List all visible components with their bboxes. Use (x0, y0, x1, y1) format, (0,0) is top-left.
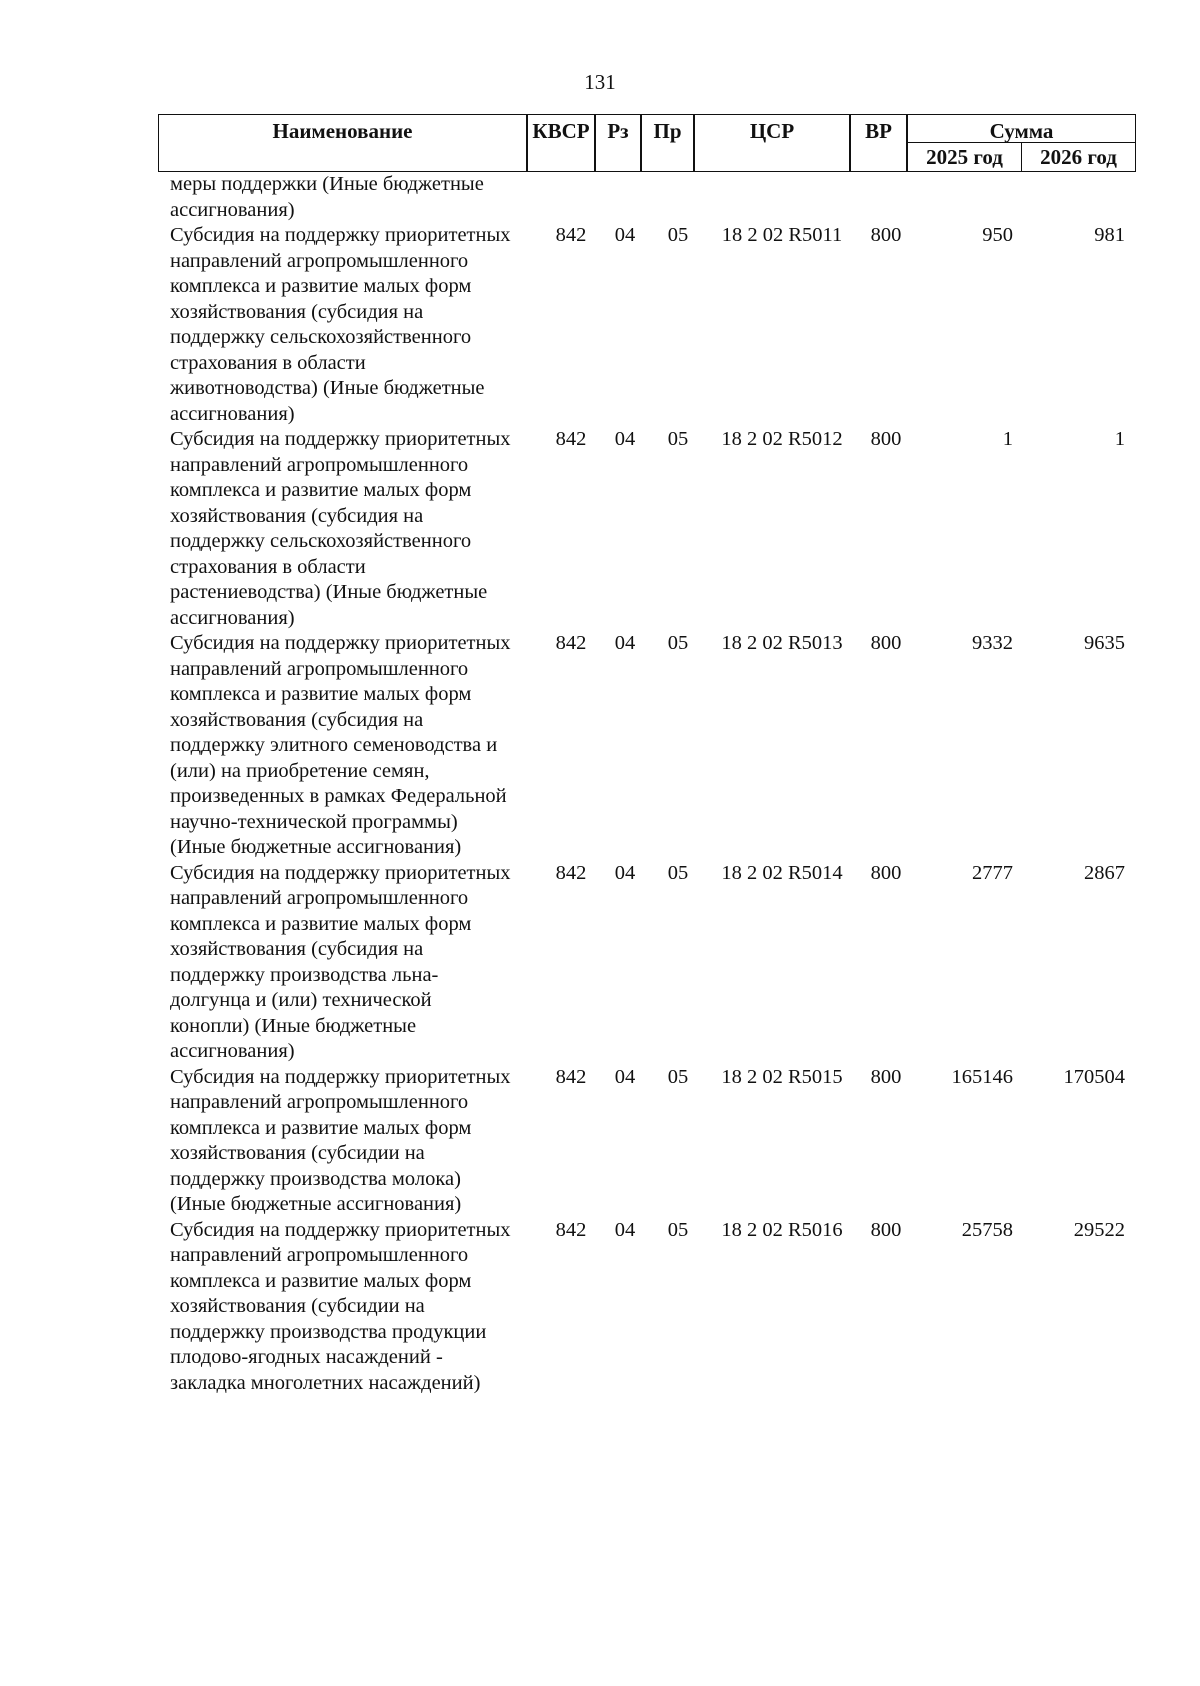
row-pr: 05 (667, 224, 689, 246)
row-csr: 18 2 02 R5013 (721, 632, 843, 654)
row-rz: 04 (614, 428, 636, 450)
header-year-2025: 2025 год (907, 142, 1022, 172)
table-row (158, 223, 1136, 427)
row-csr: 18 2 02 R5015 (721, 1065, 843, 1088)
row-csr: 18 2 02 R5016 (721, 1218, 843, 1241)
table-row (158, 427, 1136, 631)
row-name: меры поддержки (Иные бюджетные ассигнования) (170, 173, 484, 221)
row-sum-2026: 9635 (1084, 632, 1125, 654)
header-sum: Сумма (907, 114, 1136, 143)
row-sum-2026: 170504 (1063, 1065, 1125, 1088)
row-name: Субсидия на поддержку приоритетных направлений агропромышленного комплекса и развитие малых форм хозяйствования (субсидии на поддержку производства молока) (Иные бюджетные ассигнования) (170, 1065, 511, 1215)
row-sum-2025: 25758 (961, 1218, 1013, 1241)
row-csr: 18 2 02 R5012 (721, 428, 843, 450)
table-row (158, 631, 1136, 861)
row-kvsr: 842 (555, 428, 587, 450)
row-vr: 800 (870, 428, 902, 450)
row-csr: 18 2 02 R5014 (721, 861, 843, 884)
row-sum-2025: 1 (1002, 428, 1013, 450)
row-rz: 04 (614, 224, 636, 246)
table-row (158, 1218, 1136, 1397)
table-row (158, 172, 1136, 223)
row-name: Субсидия на поддержку приоритетных направлений агропромышленного комплекса и развитие малых форм хозяйствования (субсидия на поддержку производства льна-долгунца и (или) технической конопли) (Иные бюджетные ассигнования) (170, 861, 511, 1062)
row-kvsr: 842 (555, 632, 587, 654)
row-sum-2026: 2867 (1084, 861, 1125, 884)
row-kvsr: 842 (555, 224, 587, 246)
row-name: Субсидия на поддержку приоритетных направлений агропромышленного комплекса и развитие малых форм хозяйствования (субсидии на поддержку производства продукции плодово-ягодных насаждений - закладка многолетних насаждений) (170, 1218, 511, 1394)
row-pr: 05 (667, 428, 689, 450)
row-rz: 04 (614, 1065, 636, 1088)
header-vr: ВР (850, 114, 907, 172)
table-row (158, 1065, 1136, 1218)
row-name: Субсидия на поддержку приоритетных направлений агропромышленного комплекса и развитие малых форм хозяйствования (субсидия на поддержку сельскохозяйственного страхования в области животноводства) (Иные бюджетные ассигнования) (170, 224, 511, 425)
row-sum-2025: 165146 (951, 1065, 1013, 1088)
row-rz: 04 (614, 861, 636, 884)
table-header (158, 114, 1136, 172)
row-pr: 05 (667, 632, 689, 654)
row-pr: 05 (667, 1065, 689, 1088)
row-sum-2025: 9332 (972, 632, 1013, 654)
row-kvsr: 842 (555, 1218, 587, 1241)
row-kvsr: 842 (555, 861, 587, 884)
header-kvsr: КВСР (527, 114, 595, 172)
row-sum-2026: 1 (1114, 428, 1125, 450)
header-csr: ЦСР (694, 114, 850, 172)
row-name: Субсидия на поддержку приоритетных направлений агропромышленного комплекса и развитие малых форм хозяйствования (субсидия на поддержку сельскохозяйственного страхования в области растениеводства) (Иные бюджетные ассигнования) (170, 428, 511, 629)
row-sum-2026: 29522 (1073, 1218, 1125, 1241)
row-rz: 04 (614, 1218, 636, 1241)
row-vr: 800 (870, 632, 902, 654)
row-kvsr: 842 (555, 1065, 587, 1088)
row-sum-2025: 950 (982, 224, 1013, 246)
row-sum-2026: 981 (1094, 224, 1125, 246)
row-vr: 800 (870, 861, 902, 884)
row-rz: 04 (614, 632, 636, 654)
page-number: 131 (584, 70, 616, 94)
header-year-2026: 2026 год (1021, 142, 1136, 172)
table-row (158, 861, 1136, 1065)
header-rz: Рз (595, 114, 641, 172)
table-body (158, 172, 1136, 1396)
row-pr: 05 (667, 861, 689, 884)
row-csr: 18 2 02 R5011 (721, 224, 843, 246)
row-sum-2025: 2777 (972, 861, 1013, 884)
row-name: Субсидия на поддержку приоритетных направлений агропромышленного комплекса и развитие малых форм хозяйствования (субсидия на поддержку элитного семеноводства и (или) на приобретение семян, произведенных в рамках Федеральной научно-технической программы) (Иные бюджетные ассигнования) (170, 632, 511, 858)
header-name: Наименование (158, 114, 527, 172)
header-pr: Пр (641, 114, 694, 172)
row-vr: 800 (870, 1218, 902, 1241)
row-pr: 05 (667, 1218, 689, 1241)
row-vr: 800 (870, 1065, 902, 1088)
row-vr: 800 (870, 224, 902, 246)
